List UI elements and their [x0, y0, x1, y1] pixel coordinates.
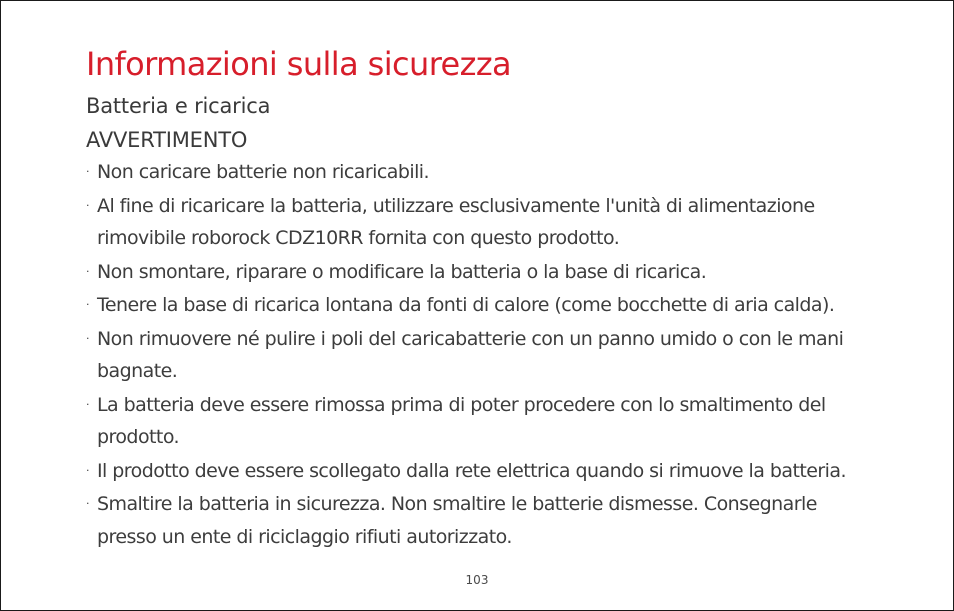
list-item: [86, 455, 871, 488]
page-title: Informazioni sulla sicurezza: [86, 45, 512, 83]
list-item: [86, 156, 871, 189]
list-item-text: La batteria deve essere rimossa prima di poter procedere con lo smaltimento del prodotto.: [97, 393, 826, 448]
bullet-icon: ·: [86, 397, 89, 411]
list-item-text: Tenere la base di ricarica lontana da fonti di calore (come bocchette di aria calda).: [97, 294, 835, 316]
warning-list: [86, 156, 871, 554]
list-item-text: Al fine di ricaricare la batteria, utilizzare esclusivamente l'unità di alimentazione rimovibile roborock CDZ10RR fornita con questo prodotto.: [97, 194, 815, 249]
section-subtitle: Batteria e ricarica: [86, 94, 271, 118]
bullet-icon: ·: [86, 463, 89, 477]
warning-heading: AVVERTIMENTO: [86, 128, 248, 152]
list-item-text: Non smontare, riparare o modificare la batteria o la base di ricarica.: [97, 260, 707, 283]
bullet-icon: ·: [86, 165, 89, 178]
bullet-icon: ·: [86, 298, 89, 311]
list-item: [86, 190, 871, 255]
list-item: [86, 256, 871, 289]
list-item: [86, 323, 871, 388]
list-item: [86, 488, 871, 553]
page-number: 103: [465, 573, 489, 587]
list-item-text: Non rimuovere né pulire i poli del caricabatterie con un panno umido o con le mani bagnate.: [97, 327, 844, 382]
bullet-icon: ·: [86, 331, 89, 345]
bullet-icon: ·: [86, 198, 89, 212]
list-item-text: Smaltire la batteria in sicurezza. Non smaltire le batterie dismesse. Consegnarle presso un ente di riciclaggio rifiuti autorizzato.: [97, 493, 817, 548]
list-item-text: Non caricare batterie non ricaricabili.: [97, 161, 430, 183]
list-item-text: Il prodotto deve essere scollegato dalla rete elettrica quando si rimuove la batteria.: [97, 459, 846, 482]
list-item: [86, 289, 871, 322]
list-item: [86, 389, 871, 454]
bullet-icon: ·: [86, 264, 89, 278]
bullet-icon: ·: [86, 497, 89, 510]
